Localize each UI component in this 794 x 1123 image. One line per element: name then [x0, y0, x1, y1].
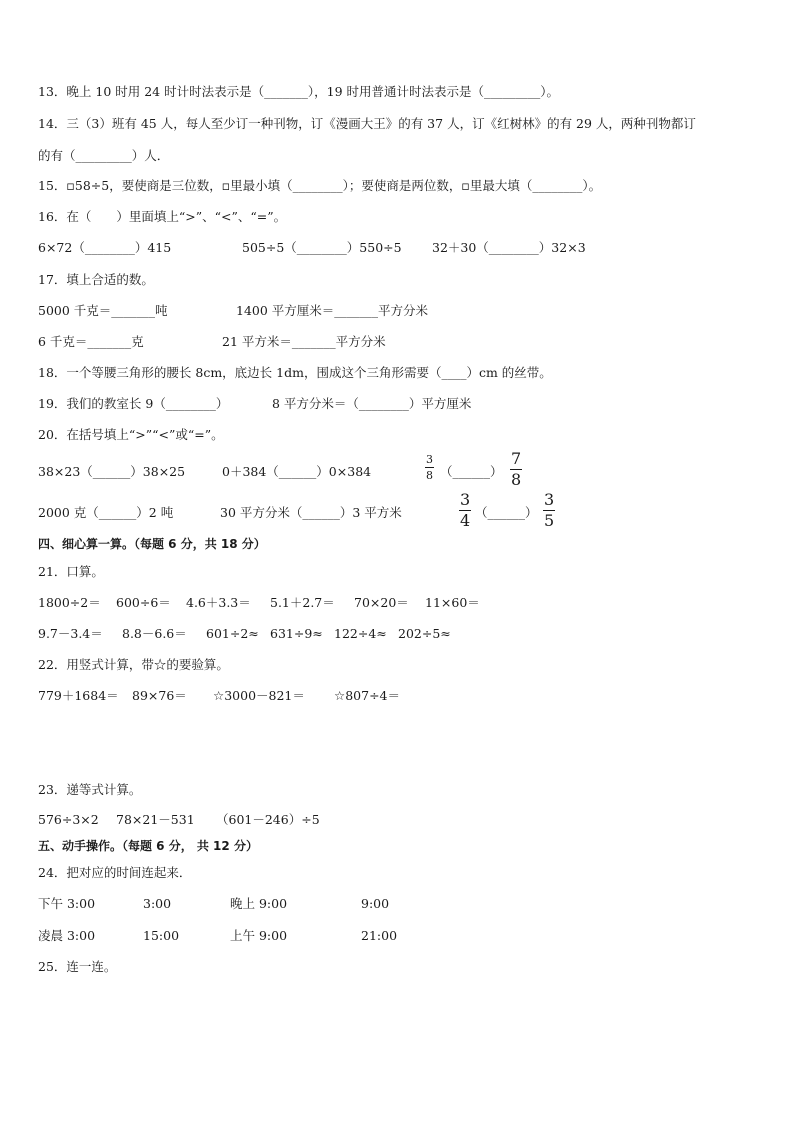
question-19-item: 19．我们的教室长 9（________） — [38, 396, 229, 411]
vertical-calc-item: ☆807÷4＝ — [334, 688, 400, 703]
question-20-item: 30 平方分米（______）3 平方米 — [220, 505, 402, 520]
fraction-right: $\frac{7}{8}$ — [511, 449, 522, 489]
question-25-title: 25．连一连。 — [38, 959, 117, 974]
question-18: 18．一个等腰三角形的腰长 8cm，底边长 1dm，围成这个三角形需要（____）cm 的丝带。 — [38, 365, 552, 380]
question-17-title: 17．填上合适的数。 — [38, 272, 154, 287]
question-17-item: 21 平方米＝_______平方分米 — [222, 334, 386, 349]
mental-math-item: 11×60＝ — [425, 595, 480, 610]
question-15: 15．▫58÷5，要使商是三位数，▫里最小填（________）；要使商是两位数，▫里最大填（________）。 — [38, 178, 602, 193]
question-16-item: 32＋30（________）32×3 — [432, 240, 586, 255]
question-16-item: 505÷5（________）550÷5 — [242, 240, 402, 255]
step-calc-item: （601－246）÷5 — [216, 812, 320, 827]
time-item: 晚上 9:00 — [230, 896, 288, 911]
mental-math-item: 1800÷2＝ — [38, 595, 101, 610]
question-20-item: 2000 克（______）2 吨 — [38, 505, 174, 520]
vertical-calc-item: ☆3000－821＝ — [213, 688, 305, 703]
question-16-item: 6×72（________）415 — [38, 240, 172, 255]
mental-math-item: 600÷6＝ — [116, 595, 171, 610]
fraction-left: $\frac{3}{4}$ — [460, 490, 471, 530]
mental-math-item: 122÷4≈ — [334, 626, 387, 641]
question-24-title: 24．把对应的时间连起来． — [38, 865, 192, 880]
mental-math-item: 631÷9≈ — [270, 626, 323, 641]
question-17-item: 1400 平方厘米＝_______平方分米 — [236, 303, 429, 318]
comparison-blank: （______） — [475, 505, 538, 520]
mental-math-item: 202÷5≈ — [398, 626, 451, 641]
mental-math-item: 4.6＋3.3＝ — [186, 595, 251, 610]
question-16-title: 16．在（ ）里面填上“>”、“<”、“=”。 — [38, 209, 287, 224]
step-calc-item: 576÷3×2 — [38, 812, 99, 827]
time-item: 凌晨 3:00 — [38, 928, 96, 943]
section-4-heading: 四、细心算一算。（每题 6 分，共 18 分） — [38, 537, 266, 551]
mental-math-item: 601÷2≈ — [206, 626, 259, 641]
question-17-item: 6 千克＝_______克 — [38, 334, 144, 349]
question-20-title: 20．在括号填上“>”“<”或“=”。 — [38, 427, 224, 442]
vertical-calc-item: 779＋1684＝ — [38, 688, 119, 703]
question-23-title: 23．递等式计算。 — [38, 782, 142, 797]
question-22-title: 22．用竖式计算，带☆的要验算。 — [38, 657, 229, 672]
comparison-blank: （______） — [440, 464, 503, 479]
fraction-left: $\frac{3}{8}$ — [426, 453, 433, 482]
section-5-heading: 五、动手操作。（每题 6 分， 共 12 分） — [38, 839, 258, 853]
question-14-line-2: 的有（_________）人． — [38, 148, 170, 163]
mental-math-item: 5.1＋2.7＝ — [270, 595, 335, 610]
mental-math-item: 8.8－6.6＝ — [122, 626, 187, 641]
question-13: 13．晚上 10 时用 24 时计时法表示是（_______），19 时用普通计时法表示是（_________）。 — [38, 84, 559, 99]
time-item: 15:00 — [143, 928, 180, 943]
question-21-title: 21．口算。 — [38, 564, 104, 579]
question-14-line-1: 14．三（3）班有 45 人，每人至少订一种刊物，订《漫画大王》的有 37 人，订《红树林》的有 29 人，两种刊物都订 — [38, 116, 696, 131]
time-item: 21:00 — [361, 928, 398, 943]
mental-math-item: 9.7－3.4＝ — [38, 626, 103, 641]
vertical-calc-item: 89×76＝ — [132, 688, 187, 703]
time-item: 上午 9:00 — [230, 928, 288, 943]
fraction-right: $\frac{3}{5}$ — [544, 490, 555, 530]
step-calc-item: 78×21－531 — [116, 812, 195, 827]
question-20-item: 38×23（______）38×25 — [38, 464, 186, 479]
time-item: 3:00 — [143, 896, 172, 911]
mental-math-item: 70×20＝ — [354, 595, 409, 610]
question-17-item: 5000 千克＝_______吨 — [38, 303, 168, 318]
time-item: 9:00 — [361, 896, 390, 911]
time-item: 下午 3:00 — [38, 896, 96, 911]
question-19-item: 8 平方分米＝（________）平方厘米 — [272, 396, 472, 411]
question-20-item: 0＋384（______）0×384 — [222, 464, 372, 479]
